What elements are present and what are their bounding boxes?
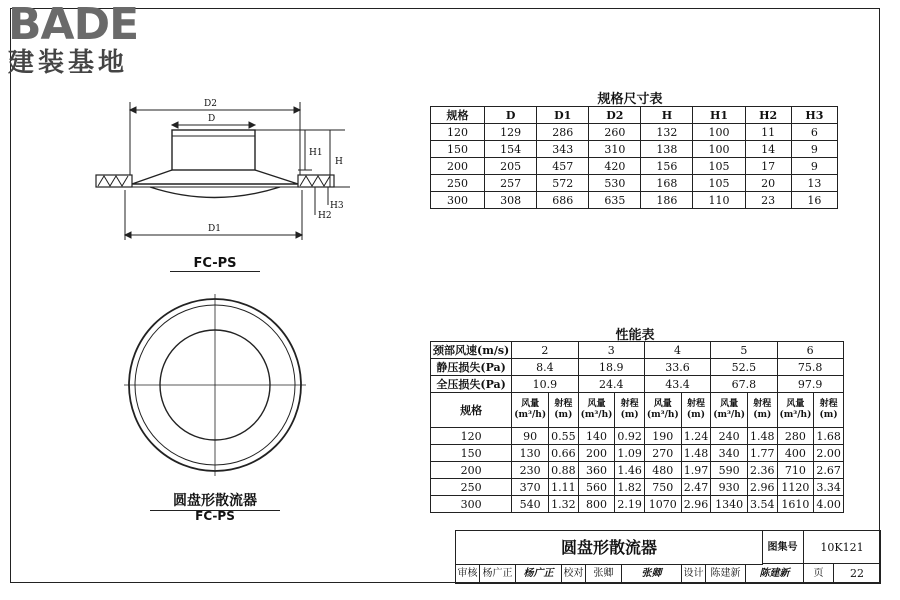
perf-cell: 0.92	[615, 428, 645, 445]
spec-cell: 686	[537, 192, 589, 209]
perf-cell: 1120	[777, 479, 814, 496]
spec-cell: 14	[745, 141, 791, 158]
perf-row	[431, 479, 844, 496]
spec-cell: 110	[693, 192, 745, 209]
perf-cell: 0.66	[549, 445, 579, 462]
spec-header-cell: H3	[791, 107, 837, 124]
flow-unit: (m³/h)	[514, 410, 547, 420]
perf-cell: 2.96	[681, 496, 711, 513]
spec-header-cell: D1	[537, 107, 589, 124]
logo	[8, 2, 178, 78]
spec-cell: 154	[485, 141, 537, 158]
spec-header-row	[431, 107, 838, 124]
perf-cell: 750	[644, 479, 681, 496]
logo-brand: BADE	[8, 0, 139, 50]
spec-cell: 343	[537, 141, 589, 158]
spec-row	[431, 124, 838, 141]
total-loss-label: 全压损失(Pa)	[431, 376, 512, 393]
spec-cell: 9	[791, 158, 837, 175]
throw-unit: (m)	[753, 410, 772, 420]
perf-cell: 590	[711, 462, 748, 479]
spec-cell: 100	[693, 124, 745, 141]
spec-cell: 129	[485, 124, 537, 141]
spec-cell: 420	[589, 158, 641, 175]
flow-header	[578, 393, 615, 428]
velocity-value: 5	[711, 342, 777, 359]
perf-cell: 270	[644, 445, 681, 462]
velocity-value: 3	[578, 342, 644, 359]
perf-cell: 190	[644, 428, 681, 445]
perf-row	[431, 496, 844, 513]
throw-unit: (m)	[686, 410, 705, 420]
flow-header	[644, 393, 681, 428]
dim-h3: H3	[330, 201, 344, 211]
spec-cell: 250	[431, 175, 485, 192]
total-loss-value: 24.4	[578, 376, 644, 393]
spec-cell: 17	[745, 158, 791, 175]
perf-cell: 0.88	[549, 462, 579, 479]
flow-unit: (m³/h)	[779, 410, 812, 420]
top-view-caption-cn: 圆盘形散流器	[150, 490, 280, 511]
perf-cell: 1.24	[681, 428, 711, 445]
perf-cell: 1.68	[814, 428, 844, 445]
throw-label: 射程	[686, 399, 705, 409]
spec-row	[431, 192, 838, 209]
perf-cell: 1.77	[748, 445, 778, 462]
perf-cell: 2.19	[615, 496, 645, 513]
perf-cell: 280	[777, 428, 814, 445]
side-view-caption: FC-PS	[170, 256, 260, 272]
spec-header-cell: D2	[589, 107, 641, 124]
dim-d: D	[208, 114, 216, 124]
perf-cell: 2.96	[748, 479, 778, 496]
spec-cell: 11	[745, 124, 791, 141]
perf-cell: 1.46	[615, 462, 645, 479]
perf-cell: 3.34	[814, 479, 844, 496]
spec-cell: 286	[537, 124, 589, 141]
flow-label: 风量	[653, 399, 672, 409]
atlas-label: 图集号	[762, 531, 804, 564]
designer-signature: 陈建新	[746, 564, 804, 584]
drawing-title: 圆盘形散流器	[456, 531, 763, 565]
static-loss-row	[431, 359, 844, 376]
reviewer-signature: 杨广正	[516, 564, 562, 584]
total-loss-row	[431, 376, 844, 393]
throw-header	[549, 393, 579, 428]
throw-label: 射程	[554, 399, 573, 409]
static-loss-value: 52.5	[711, 359, 777, 376]
perf-cell: 2.47	[681, 479, 711, 496]
perf-cell: 710	[777, 462, 814, 479]
flow-label: 风量	[720, 399, 739, 409]
perf-cell: 1.48	[748, 428, 778, 445]
static-loss-value: 75.8	[777, 359, 843, 376]
perf-table-title: 性能表	[615, 328, 655, 343]
perf-row	[431, 428, 844, 445]
perf-cell: 1.32	[549, 496, 579, 513]
throw-unit: (m)	[819, 410, 838, 420]
perf-cell: 540	[512, 496, 549, 513]
perf-cell: 140	[578, 428, 615, 445]
perf-cell: 1.11	[549, 479, 579, 496]
spec-cell: 13	[791, 175, 837, 192]
perf-spec-cell: 250	[431, 479, 512, 496]
perf-cell: 3.54	[748, 496, 778, 513]
review-label: 审核	[456, 564, 480, 584]
spec-row	[431, 175, 838, 192]
spec-cell: 457	[537, 158, 589, 175]
page-label: 页	[804, 564, 834, 584]
title-block	[455, 530, 881, 584]
page-number: 22	[834, 564, 881, 584]
spec-cell: 310	[589, 141, 641, 158]
perf-cell: 1340	[711, 496, 748, 513]
spec-header-cell: D	[485, 107, 537, 124]
spec-cell: 635	[589, 192, 641, 209]
throw-header	[681, 393, 711, 428]
velocity-value: 6	[777, 342, 843, 359]
perf-cell: 4.00	[814, 496, 844, 513]
perf-row	[431, 445, 844, 462]
perf-row	[431, 462, 844, 479]
spec-cell: 205	[485, 158, 537, 175]
perf-subheader-row	[431, 393, 844, 428]
total-loss-value: 43.4	[644, 376, 710, 393]
velocity-label: 颈部风速(m/s)	[431, 342, 512, 359]
spec-cell: 138	[641, 141, 693, 158]
static-loss-label: 静压损失(Pa)	[431, 359, 512, 376]
designer-name: 陈建新	[706, 564, 746, 584]
spec-cell: 308	[485, 192, 537, 209]
spec-cell: 530	[589, 175, 641, 192]
flow-unit: (m³/h)	[580, 410, 613, 420]
total-loss-value: 67.8	[711, 376, 777, 393]
spec-cell: 20	[745, 175, 791, 192]
flow-label: 风量	[587, 399, 606, 409]
flow-header	[711, 393, 748, 428]
spec-cell: 23	[745, 192, 791, 209]
spec-cell: 300	[431, 192, 485, 209]
total-loss-value: 10.9	[512, 376, 578, 393]
velocity-row	[431, 342, 844, 359]
perf-cell: 2.36	[748, 462, 778, 479]
flow-label: 风量	[786, 399, 805, 409]
throw-unit: (m)	[554, 410, 573, 420]
spec-cell: 105	[693, 175, 745, 192]
perf-cell: 240	[711, 428, 748, 445]
perf-spec-cell: 200	[431, 462, 512, 479]
flow-unit: (m³/h)	[646, 410, 679, 420]
perf-spec-cell: 300	[431, 496, 512, 513]
spec-table	[430, 106, 838, 209]
top-view-caption-en: FC-PS	[195, 509, 235, 523]
spec-row	[431, 141, 838, 158]
velocity-value: 2	[512, 342, 578, 359]
perf-cell: 930	[711, 479, 748, 496]
static-loss-value: 8.4	[512, 359, 578, 376]
spec-cell: 6	[791, 124, 837, 141]
throw-label: 射程	[620, 399, 639, 409]
spec-table-title: 规格尺寸表	[597, 92, 663, 107]
reviewer-name: 杨广正	[480, 564, 516, 584]
checker-name: 张卿	[586, 564, 622, 584]
flow-unit: (m³/h)	[713, 410, 746, 420]
perf-cell: 360	[578, 462, 615, 479]
throw-label: 射程	[819, 399, 838, 409]
spec-row	[431, 158, 838, 175]
dim-h: H	[335, 157, 343, 167]
spec-cell: 186	[641, 192, 693, 209]
perf-cell: 1070	[644, 496, 681, 513]
throw-unit: (m)	[620, 410, 639, 420]
design-label: 设计	[682, 564, 706, 584]
spec-cell: 257	[485, 175, 537, 192]
check-label: 校对	[562, 564, 586, 584]
logo-subtitle: 建装基地	[8, 48, 129, 78]
perf-cell: 2.00	[814, 445, 844, 462]
perf-spec-label: 规格	[431, 393, 512, 428]
atlas-number: 10K121	[804, 531, 881, 564]
perf-cell: 340	[711, 445, 748, 462]
perf-cell: 2.67	[814, 462, 844, 479]
performance-table	[430, 341, 844, 513]
throw-header	[615, 393, 645, 428]
perf-cell: 1.09	[615, 445, 645, 462]
spec-cell: 156	[641, 158, 693, 175]
spec-header-cell: H	[641, 107, 693, 124]
dim-h1: H1	[309, 148, 323, 158]
dim-d2: D2	[204, 99, 217, 109]
spec-cell: 200	[431, 158, 485, 175]
side-view-drawing	[90, 90, 370, 250]
velocity-value: 4	[644, 342, 710, 359]
spec-cell: 100	[693, 141, 745, 158]
spec-header-cell: 规格	[431, 107, 485, 124]
flow-header	[777, 393, 814, 428]
dim-h2: H2	[318, 211, 332, 221]
dim-d1: D1	[208, 224, 221, 234]
flow-header	[512, 393, 549, 428]
perf-cell: 130	[512, 445, 549, 462]
spec-cell: 120	[431, 124, 485, 141]
static-loss-value: 18.9	[578, 359, 644, 376]
flow-label: 风量	[521, 399, 540, 409]
perf-cell: 200	[578, 445, 615, 462]
static-loss-value: 33.6	[644, 359, 710, 376]
perf-cell: 1.48	[681, 445, 711, 462]
perf-cell: 1610	[777, 496, 814, 513]
perf-spec-cell: 150	[431, 445, 512, 462]
perf-cell: 480	[644, 462, 681, 479]
perf-cell: 230	[512, 462, 549, 479]
spec-cell: 9	[791, 141, 837, 158]
spec-cell: 132	[641, 124, 693, 141]
perf-cell: 800	[578, 496, 615, 513]
perf-cell: 400	[777, 445, 814, 462]
spec-cell: 260	[589, 124, 641, 141]
spec-header-cell: H1	[693, 107, 745, 124]
throw-label: 射程	[753, 399, 772, 409]
spec-header-cell: H2	[745, 107, 791, 124]
perf-cell: 370	[512, 479, 549, 496]
throw-header	[748, 393, 778, 428]
spec-cell: 168	[641, 175, 693, 192]
spec-cell: 150	[431, 141, 485, 158]
total-loss-value: 97.9	[777, 376, 843, 393]
perf-cell: 1.82	[615, 479, 645, 496]
throw-header	[814, 393, 844, 428]
perf-spec-cell: 120	[431, 428, 512, 445]
spec-cell: 105	[693, 158, 745, 175]
perf-cell: 0.55	[549, 428, 579, 445]
spec-cell: 16	[791, 192, 837, 209]
perf-cell: 560	[578, 479, 615, 496]
top-view-drawing	[120, 290, 310, 480]
checker-signature: 张卿	[622, 564, 682, 584]
perf-cell: 90	[512, 428, 549, 445]
spec-cell: 572	[537, 175, 589, 192]
perf-cell: 1.97	[681, 462, 711, 479]
